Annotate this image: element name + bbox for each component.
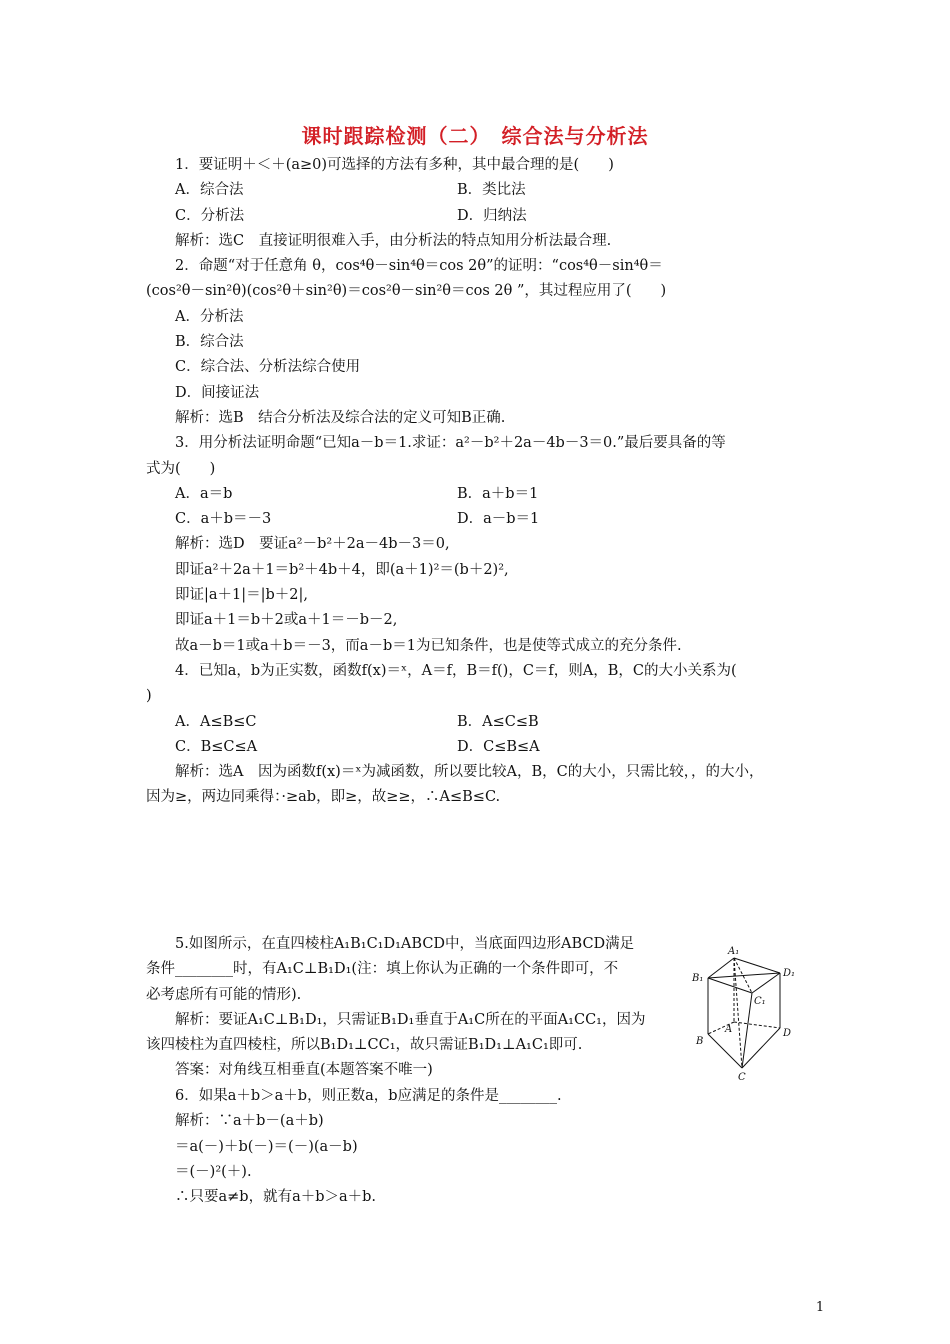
q2-option-a: A．分析法 [175,308,244,325]
q3-options-row1 [146,482,811,507]
q3-answer-line: 解析：选D 要证a²－b²＋2a－4b－3＝0, [175,536,450,553]
label-c: C [738,1072,746,1083]
q2-option-d: D．间接证法 [175,384,260,401]
edge-bc [708,1034,742,1068]
q1-option-a: A．综合法 [175,182,244,199]
q6-line: ＝(－)²(＋). [175,1163,252,1180]
q3-answer-line: 即证a²＋2a＋1＝b²＋4b＋4，即(a＋1)²＝(b＋2)², [175,561,509,578]
edge-c1c [742,993,752,1068]
q2-stem-line1: 2．命题“对于任意角 θ，cos⁴θ－sin⁴θ＝cos 2θ”的证明：“cos⁴θ－sin⁴θ＝ [175,258,663,275]
q4-options-row2 [146,735,811,760]
q1-option-d: D．归纳法 [457,207,527,224]
q4-option-a: A．A≤B≤C [175,713,257,730]
q4-option-b: B．A≤C≤B [457,713,539,730]
q3-stem-line1: 3．用分析法证明命题“已知a－b＝1.求证：a²－b²＋2a－4b－3＝0.”最后要具备的等 [175,435,726,452]
q5-line: 5.如图所示，在直四棱柱A₁B₁C₁D₁ABCD中，当底面四边形ABCD满足 [175,936,635,952]
label-d: D [783,1028,792,1039]
q3-option-d: D．a－b＝1 [457,511,540,528]
q6-line: ＝a(－)＋b(－)＝(－)(a－b) [175,1138,358,1155]
q4-stem-line1: 4．已知a，b为正实数，函数f(x)＝ˣ，A＝f，B＝f()，C＝f，则A，B，C的大小关系为( [175,662,737,679]
q2-answer: 解析：选B 结合分析法及综合法的定义可知B正确. [175,409,506,426]
q4-stem-line2: ) [146,688,152,705]
q2-stem-line2: (cos²θ－sin²θ)(cos²θ＋sin²θ)＝cos²θ－sin²θ＝cos 2θ ”，其过程应用了( ) [146,283,667,300]
q4-option-d: D．C≤B≤A [457,738,540,755]
q4-option-c: C．B≤C≤A [175,738,258,755]
q6-line: ∴只要a≠b，就有a＋b＞a＋b. [175,1189,377,1206]
q1-options-row2 [146,204,811,229]
label-a1: A₁ [728,946,740,957]
page-number: 1 [815,1300,825,1315]
question-6 [146,1084,811,1210]
label-c1: C₁ [754,996,766,1007]
q1-stem: 1．要证明＋＜＋(a≥0)可选择的方法有多种，其中最合理的是( ) [175,157,614,173]
questions-1-4 [146,153,811,811]
q3-option-b: B．a＋b＝1 [457,485,539,502]
prism-figure [690,938,800,1083]
edge-d1c1 [752,973,780,993]
q1-options-row1 [146,178,811,203]
q5-line: 条件________时，有A₁C⊥B₁D₁(注：填上你认为正确的一个条件即可，不 [146,961,619,978]
diagonal-a1c [734,958,742,1068]
label-a: A [725,1024,733,1035]
q3-answer-line: 即证|a＋1|＝|b＋2|, [175,587,309,604]
q3-option-a: A．a＝b [175,485,233,502]
q3-answer-line: 即证a＋1＝b＋2或a＋1＝－b－2, [175,612,398,629]
q3-options-row2 [146,507,811,532]
edge-a1b1 [708,958,734,978]
page-title: 课时跟踪检测（二） 综合法与分析法 [301,124,649,148]
label-b1: B₁ [692,973,704,984]
q1-answer: 解析：选C 直接证明很难入手，由分析法的特点知用分析法最合理. [175,232,612,249]
q4-answer-line1: 解析：选A 因为函数f(x)＝ˣ为减函数，所以要比较A，B，C的大小，只需比较，，的大小， [175,764,764,781]
q6-line: 解析：∵a＋b－(a＋b) [175,1113,324,1130]
q4-answer-line2: 因为≥，两边同乘得：·≥ab，即≥，故≥≥，∴A≤B≤C. [146,789,501,806]
q2-option-b: B．综合法 [175,334,244,351]
q4-options-row1 [146,710,811,735]
q3-answer-line: 故a－b＝1或a＋b＝－3，而a－b＝1为已知条件，也是使等式成立的充分条件. [175,637,682,654]
question-5 [146,932,681,1084]
q5-line: 该四棱柱为直四棱柱，所以B₁D₁⊥CC₁，故只需证B₁D₁⊥A₁C₁即可. [146,1037,583,1054]
q1-option-c: C．分析法 [175,207,245,224]
label-d1: D₁ [783,968,796,979]
q6-line: 6．如果a＋b＞a＋b，则正数a，b应满足的条件是________. [175,1088,562,1104]
edge-dc [742,1028,780,1068]
label-b: B [696,1036,704,1047]
edge-a1d1 [734,958,780,973]
edge-ad [734,1022,780,1028]
q5-answer: 答案：对角线互相垂直(本题答案不唯一) [175,1062,433,1079]
q2-option-c: C．综合法、分析法综合使用 [175,359,361,376]
q5-line: 必考虑所有可能的情形). [146,986,302,1003]
q3-stem-line2: 式为( ) [146,460,216,477]
q1-option-b: B．类比法 [457,182,526,199]
q5-line: 解析：要证A₁C⊥B₁D₁，只需证B₁D₁垂直于A₁C所在的平面A₁CC₁，因为 [175,1011,646,1028]
q3-option-c: C．a＋b＝－3 [175,511,272,528]
